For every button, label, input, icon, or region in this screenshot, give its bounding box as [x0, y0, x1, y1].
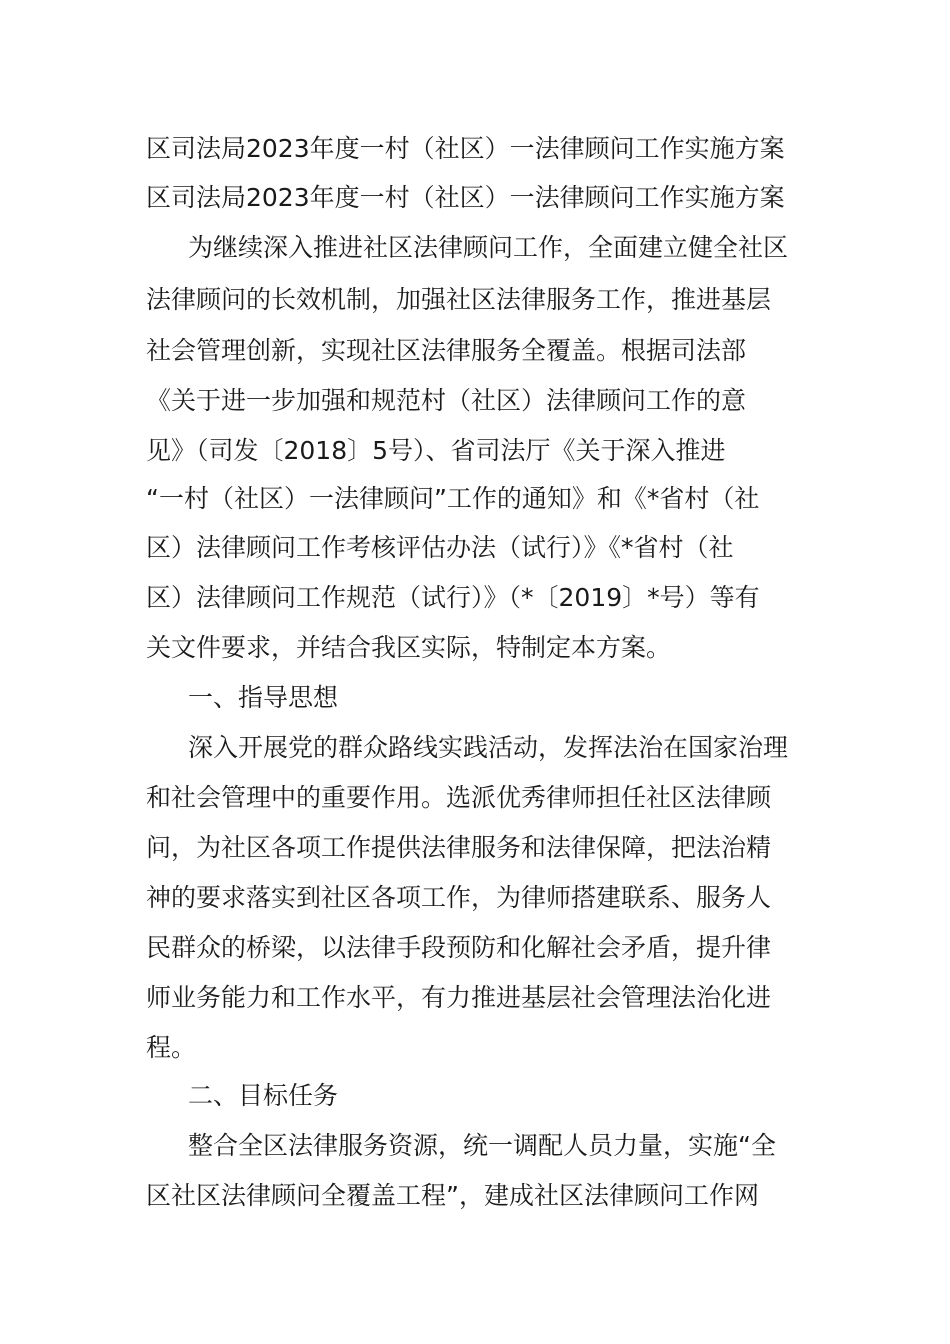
- document-title: 区司法局2023年度一村（社区）一法律顾问工作实施方案: [146, 134, 785, 163]
- intro-line: 为继续深入推进社区法律顾问工作，全面建立健全社区: [188, 233, 789, 262]
- section-heading-guiding-ideology: 一、指导思想: [188, 683, 339, 712]
- document-title-repeat: 区司法局2023年度一村（社区）一法律顾问工作实施方案: [146, 183, 785, 212]
- section1-line: 神的要求落实到社区各项工作，为律师搭建联系、服务人: [146, 883, 772, 912]
- section1-line: 程。: [146, 1033, 197, 1062]
- section1-line: 问，为社区各项工作提供法律服务和法律保障，把法治精: [146, 833, 772, 862]
- section1-line: 师业务能力和工作水平，有力推进基层社会管理法治化进: [146, 983, 772, 1012]
- section1-line: 民群众的桥梁，以法律手段预防和化解社会矛盾，提升律: [146, 933, 772, 962]
- section1-line: 和社会管理中的重要作用。选派优秀律师担任社区法律顾: [146, 783, 772, 812]
- intro-line: 区）法律顾问工作考核评估办法（试行）》《*省村（社: [146, 533, 734, 562]
- section2-line: 区社区法律顾问全覆盖工程”，建成社区法律顾问工作网: [146, 1181, 759, 1210]
- section1-line: 深入开展党的群众路线实践活动，发挥法治在国家治理: [188, 733, 789, 762]
- intro-line: 《关于进一步加强和规范村（社区）法律顾问工作的意: [146, 386, 747, 415]
- intro-line: 见》（司发〔2018〕5号）、省司法厅《关于深入推进: [146, 436, 726, 465]
- intro-line: “一村（社区）一法律顾问”工作的通知》和《*省村（社: [146, 484, 760, 513]
- intro-line: 法律顾问的长效机制，加强社区法律服务工作，推进基层: [146, 285, 772, 314]
- intro-line: 社会管理创新，实现社区法律服务全覆盖。根据司法部: [146, 336, 747, 365]
- section-heading-target-tasks: 二、目标任务: [188, 1081, 339, 1110]
- intro-line: 区）法律顾问工作规范（试行）》（*〔2019〕*号）等有: [146, 583, 760, 612]
- section2-line: 整合全区法律服务资源，统一调配人员力量，实施“全: [188, 1131, 776, 1160]
- intro-line: 关文件要求，并结合我区实际，特制定本方案。: [146, 633, 672, 662]
